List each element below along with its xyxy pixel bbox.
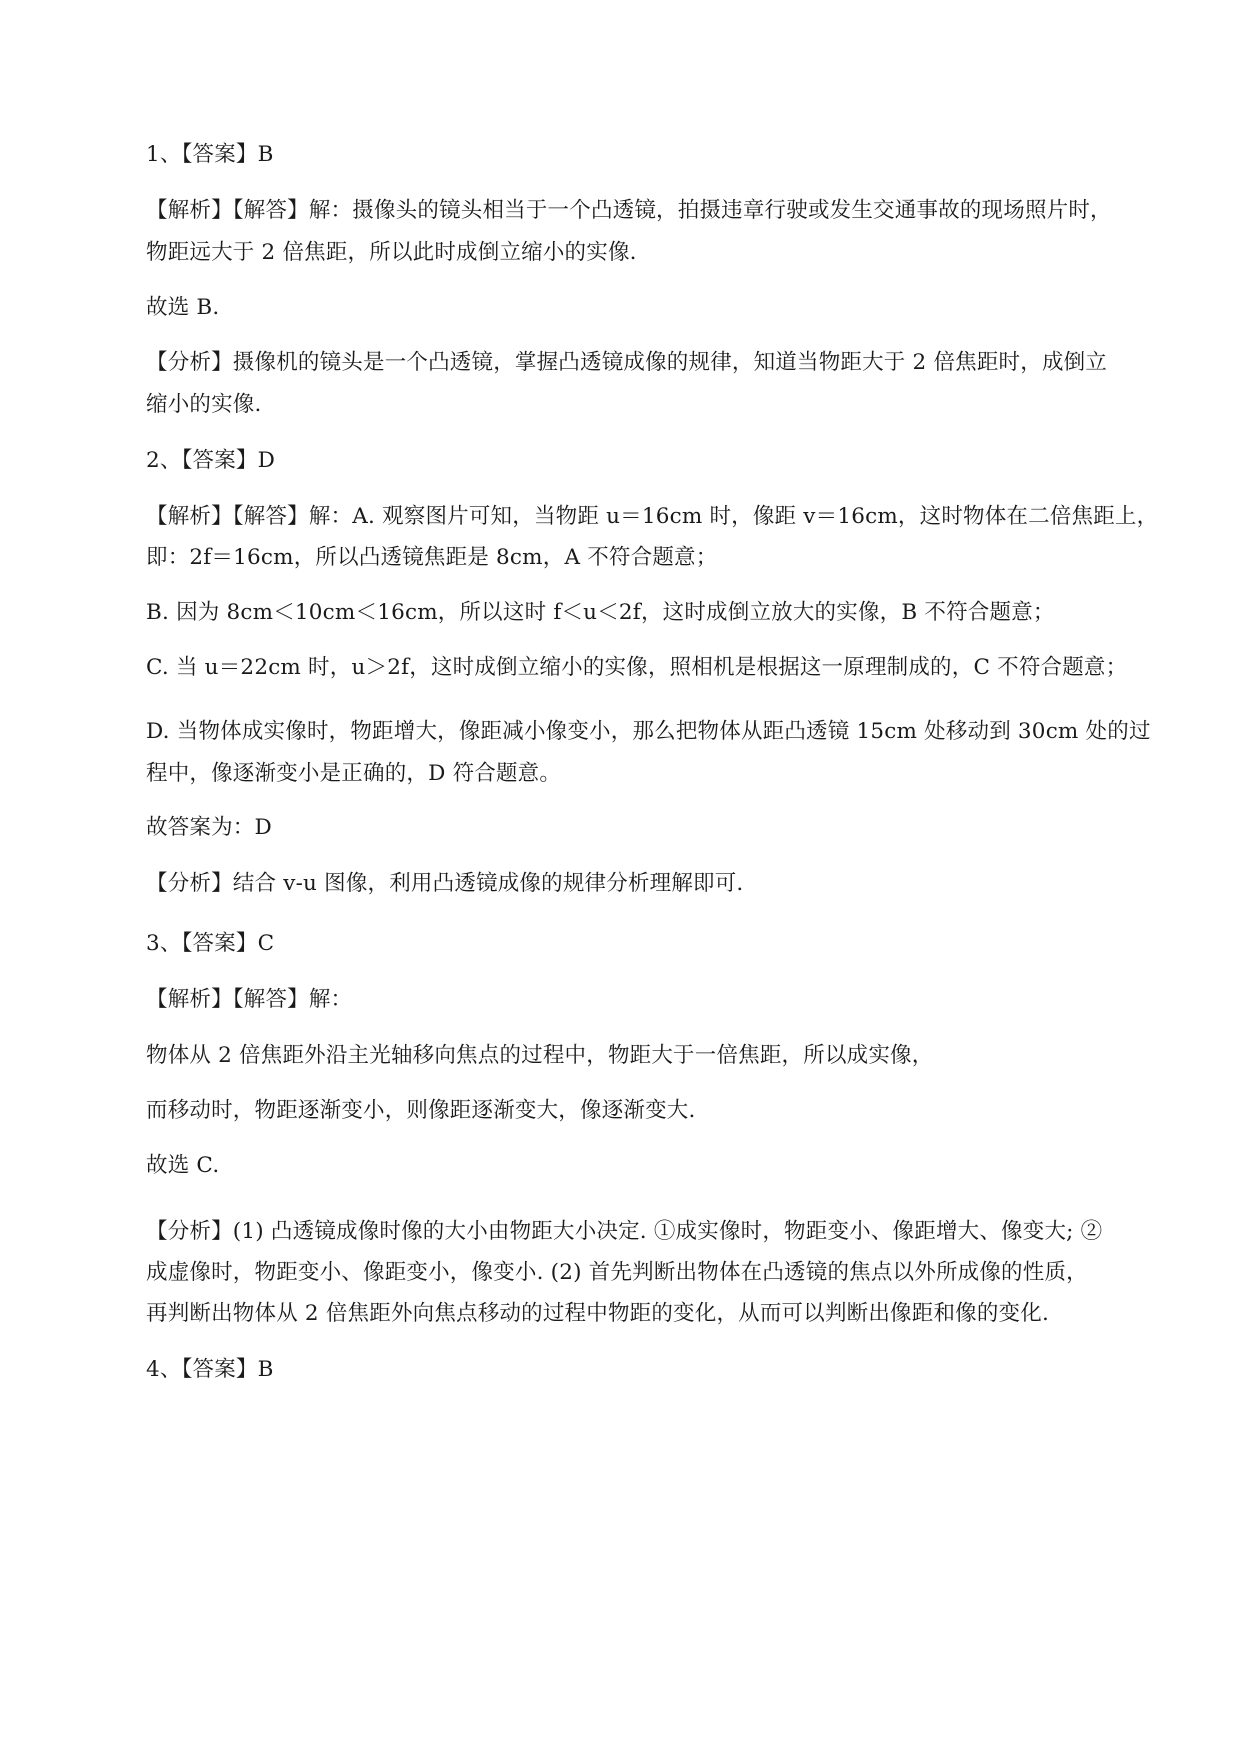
q2-analysis-line-1: 【解析】【解答】解：A. 观察图片可知，当物距 u＝16cm 时，像距 v＝16cm，这时物体在二倍焦距上， xyxy=(146,504,1159,529)
q1-analysis-line-2: 物距远大于 2 倍焦距，所以此时成倒立缩小的实像. xyxy=(146,240,637,265)
q2-conclusion: 故答案为：D xyxy=(146,815,272,840)
q1-comment-line-2: 缩小的实像. xyxy=(146,392,262,417)
q2-option-d-line-1: D. 当物体成实像时，物距增大，像距减小像变小，那么把物体从距凸透镜 15cm 处移动到 30cm 处的过 xyxy=(146,719,1151,744)
q2-comment: 【分析】结合 v-u 图像，利用凸透镜成像的规律分析理解即可. xyxy=(146,871,744,896)
q1-choice: 故选 B. xyxy=(146,295,220,320)
q2-option-c: C. 当 u＝22cm 时，u＞2f，这时成倒立缩小的实像，照相机是根据这一原理制成的，C 不符合题意； xyxy=(146,655,1128,680)
q3-comment-line-1: 【分析】(1) 凸透镜成像时像的大小由物距大小决定. ①成实像时，物距变小、像距增大、像变大; ② xyxy=(146,1219,1103,1244)
q3-comment-line-3: 再判断出物体从 2 倍焦距外向焦点移动的过程中物距的变化，从而可以判断出像距和像的变化. xyxy=(146,1301,1049,1326)
q2-answer: 2、【答案】D xyxy=(146,448,276,473)
q2-option-d-line-2: 程中，像逐渐变小是正确的，D 符合题意。 xyxy=(146,761,562,786)
q3-choice: 故选 C. xyxy=(146,1153,220,1178)
q2-analysis-line-2: 即：2f＝16cm，所以凸透镜焦距是 8cm，A 不符合题意； xyxy=(146,545,718,570)
q1-answer: 1、【答案】B xyxy=(146,142,274,167)
q2-option-b: B. 因为 8cm＜10cm＜16cm，所以这时 f＜u＜2f，这时成倒立放大的实像，B 不符合题意； xyxy=(146,600,1055,625)
q3-answer: 3、【答案】C xyxy=(146,931,275,956)
q3-analysis-head: 【解析】【解答】解： xyxy=(146,987,353,1012)
q1-comment-line-1: 【分析】摄像机的镜头是一个凸透镜，掌握凸透镜成像的规律，知道当物距大于 2 倍焦距时，成倒立 xyxy=(146,350,1108,375)
q4-answer: 4、【答案】B xyxy=(146,1357,274,1382)
q1-analysis-line-1: 【解析】【解答】解：摄像头的镜头相当于一个凸透镜，拍摄违章行驶或发生交通事故的现场照片时， xyxy=(146,198,1112,223)
q3-analysis-line-2: 而移动时，物距逐渐变小，则像距逐渐变大，像逐渐变大. xyxy=(146,1098,696,1123)
q3-comment-line-2: 成虚像时，物距变小、像距变小，像变小. (2) 首先判断出物体在凸透镜的焦点以外所成像的性质， xyxy=(146,1260,1088,1285)
q3-analysis-line-1: 物体从 2 倍焦距外沿主光轴移向焦点的过程中，物距大于一倍焦距，所以成实像， xyxy=(146,1043,934,1068)
